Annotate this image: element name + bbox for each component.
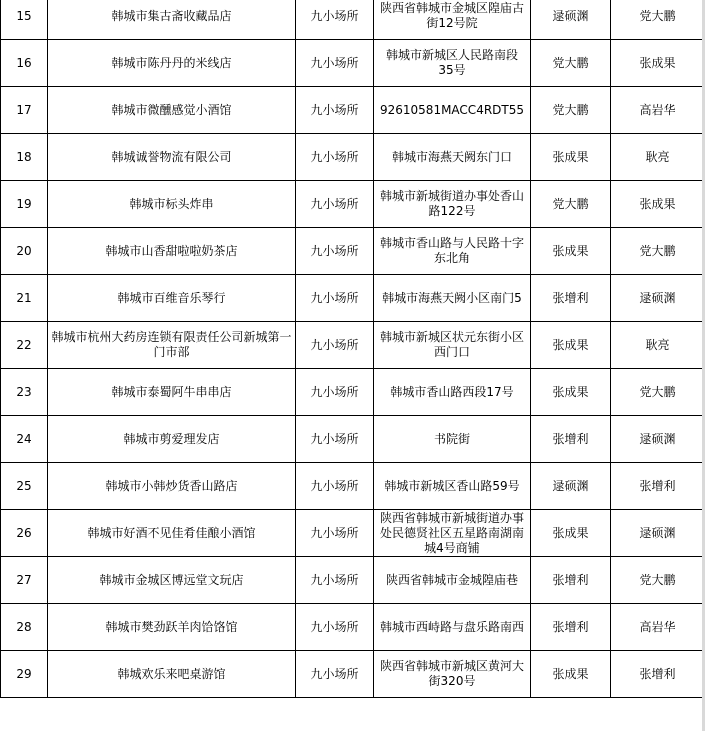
- person-secondary-cell[interactable]: 耿亮: [611, 134, 705, 181]
- person-primary-cell[interactable]: 逯硕渊: [531, 0, 611, 40]
- person-primary-cell[interactable]: 张成果: [531, 651, 611, 698]
- station-type-cell[interactable]: 九小场所: [296, 0, 374, 40]
- row-number-cell[interactable]: 28: [1, 604, 48, 651]
- person-secondary-cell[interactable]: 张成果: [611, 181, 705, 228]
- person-primary-cell[interactable]: 张增利: [531, 416, 611, 463]
- person-secondary-cell[interactable]: 张增利: [611, 463, 705, 510]
- table-row: [1, 651, 705, 698]
- table-row: [1, 275, 705, 322]
- person-primary-cell[interactable]: 逯硕渊: [531, 463, 611, 510]
- person-secondary-cell[interactable]: 张增利: [611, 651, 705, 698]
- table-row: [1, 604, 705, 651]
- person-primary-cell[interactable]: 党大鹏: [531, 87, 611, 134]
- business-name-cell[interactable]: 韩城市集古斋收藏品店: [48, 0, 296, 40]
- address-cell[interactable]: 书院街: [374, 416, 531, 463]
- business-name-cell[interactable]: 韩城市标头炸串: [48, 181, 296, 228]
- business-name-cell[interactable]: 韩城市好酒不见佳肴佳酿小酒馆: [48, 510, 296, 557]
- row-number-cell[interactable]: 23: [1, 369, 48, 416]
- row-number-cell[interactable]: 27: [1, 557, 48, 604]
- business-name-cell[interactable]: 韩城市小韩炒货香山路店: [48, 463, 296, 510]
- person-secondary-cell[interactable]: 张成果: [611, 40, 705, 87]
- business-name-cell[interactable]: 韩城市杭州大药房连锁有限责任公司新城第一门市部: [48, 322, 296, 369]
- person-primary-cell[interactable]: 张成果: [531, 322, 611, 369]
- business-name-cell[interactable]: 韩城诚誉物流有限公司: [48, 134, 296, 181]
- business-name-cell[interactable]: 韩城市山香甜啦啦奶茶店: [48, 228, 296, 275]
- table-body: [1, 0, 705, 698]
- row-number-cell[interactable]: 16: [1, 40, 48, 87]
- person-secondary-cell[interactable]: 党大鹏: [611, 228, 705, 275]
- address-cell[interactable]: 陕西省韩城市新城区黄河大街320号: [374, 651, 531, 698]
- table-row: [1, 463, 705, 510]
- person-secondary-cell[interactable]: 耿亮: [611, 322, 705, 369]
- table-row: [1, 87, 705, 134]
- business-name-cell[interactable]: 韩城市微醺感觉小酒馆: [48, 87, 296, 134]
- station-type-cell[interactable]: 九小场所: [296, 228, 374, 275]
- person-secondary-cell[interactable]: 高岩华: [611, 604, 705, 651]
- person-secondary-cell[interactable]: 党大鹏: [611, 0, 705, 40]
- person-secondary-cell[interactable]: 高岩华: [611, 87, 705, 134]
- table-row: [1, 322, 705, 369]
- address-cell[interactable]: 韩城市海燕天阙小区南门5: [374, 275, 531, 322]
- address-cell[interactable]: 陕西省韩城市金城隍庙巷: [374, 557, 531, 604]
- person-primary-cell[interactable]: 张成果: [531, 369, 611, 416]
- address-cell[interactable]: 韩城市香山路与人民路十字东北角: [374, 228, 531, 275]
- table-row: [1, 416, 705, 463]
- row-number-cell[interactable]: 18: [1, 134, 48, 181]
- person-primary-cell[interactable]: 张成果: [531, 510, 611, 557]
- row-number-cell[interactable]: 17: [1, 87, 48, 134]
- table-row: [1, 134, 705, 181]
- row-number-cell[interactable]: 29: [1, 651, 48, 698]
- address-cell[interactable]: 韩城市香山路西段17号: [374, 369, 531, 416]
- row-number-cell[interactable]: 21: [1, 275, 48, 322]
- address-cell[interactable]: 韩城市新城区人民路南段35号: [374, 40, 531, 87]
- address-cell[interactable]: 韩城市西峙路与盘乐路南西: [374, 604, 531, 651]
- address-cell[interactable]: 92610581MACC4RDT55: [374, 87, 531, 134]
- business-name-cell[interactable]: 韩城市泰蜀阿牛串串店: [48, 369, 296, 416]
- station-type-cell[interactable]: 九小场所: [296, 181, 374, 228]
- table-row: [1, 510, 705, 557]
- person-primary-cell[interactable]: 张成果: [531, 228, 611, 275]
- row-number-cell[interactable]: 20: [1, 228, 48, 275]
- station-type-cell[interactable]: 九小场所: [296, 463, 374, 510]
- person-primary-cell[interactable]: 党大鹏: [531, 40, 611, 87]
- person-primary-cell[interactable]: 张增利: [531, 275, 611, 322]
- station-type-cell[interactable]: 九小场所: [296, 322, 374, 369]
- business-name-cell[interactable]: 韩城市剪爱理发店: [48, 416, 296, 463]
- table-row: [1, 40, 705, 87]
- person-primary-cell[interactable]: 张成果: [531, 134, 611, 181]
- station-type-cell[interactable]: 九小场所: [296, 510, 374, 557]
- address-cell[interactable]: 陕西省韩城市新城街道办事处民德贤社区五星路南湖南城4号商铺: [374, 510, 531, 557]
- table-row: [1, 369, 705, 416]
- person-primary-cell[interactable]: 张增利: [531, 557, 611, 604]
- station-type-cell[interactable]: 九小场所: [296, 604, 374, 651]
- station-type-cell[interactable]: 九小场所: [296, 87, 374, 134]
- business-name-cell[interactable]: 韩城市金城区博远堂文玩店: [48, 557, 296, 604]
- business-name-cell[interactable]: 韩城欢乐来吧桌游馆: [48, 651, 296, 698]
- row-number-cell[interactable]: 19: [1, 181, 48, 228]
- station-type-cell[interactable]: 九小场所: [296, 134, 374, 181]
- row-number-cell[interactable]: 22: [1, 322, 48, 369]
- address-cell[interactable]: 陕西省韩城市金城区隍庙古街12号院: [374, 0, 531, 40]
- station-type-cell[interactable]: 九小场所: [296, 369, 374, 416]
- business-name-cell[interactable]: 韩城市百维音乐琴行: [48, 275, 296, 322]
- address-cell[interactable]: 韩城市新城区状元东街小区西门口: [374, 322, 531, 369]
- table-row: [1, 0, 705, 40]
- person-secondary-cell[interactable]: 逯硕渊: [611, 416, 705, 463]
- table-row: [1, 557, 705, 604]
- table-row: [1, 228, 705, 275]
- station-type-cell[interactable]: 九小场所: [296, 275, 374, 322]
- person-secondary-cell[interactable]: 党大鹏: [611, 369, 705, 416]
- station-type-cell[interactable]: 九小场所: [296, 416, 374, 463]
- table-row: [1, 181, 705, 228]
- station-type-cell[interactable]: 九小场所: [296, 651, 374, 698]
- station-type-cell[interactable]: 九小场所: [296, 557, 374, 604]
- address-cell[interactable]: 韩城市新城街道办事处香山路122号: [374, 181, 531, 228]
- business-name-cell[interactable]: 韩城市樊劲跃羊肉饸饹馆: [48, 604, 296, 651]
- address-cell[interactable]: 韩城市新城区香山路59号: [374, 463, 531, 510]
- address-cell[interactable]: 韩城市海燕天阙东门口: [374, 134, 531, 181]
- row-number-cell[interactable]: 25: [1, 463, 48, 510]
- station-type-cell[interactable]: 九小场所: [296, 40, 374, 87]
- row-number-cell[interactable]: 26: [1, 510, 48, 557]
- person-secondary-cell[interactable]: 逯硕渊: [611, 510, 705, 557]
- business-name-cell[interactable]: 韩城市陈丹丹的米线店: [48, 40, 296, 87]
- row-number-cell[interactable]: 15: [1, 0, 48, 40]
- person-primary-cell[interactable]: 张增利: [531, 604, 611, 651]
- row-number-cell[interactable]: 24: [1, 416, 48, 463]
- person-secondary-cell[interactable]: 逯硕渊: [611, 275, 705, 322]
- person-primary-cell[interactable]: 党大鹏: [531, 181, 611, 228]
- person-secondary-cell[interactable]: 党大鹏: [611, 557, 705, 604]
